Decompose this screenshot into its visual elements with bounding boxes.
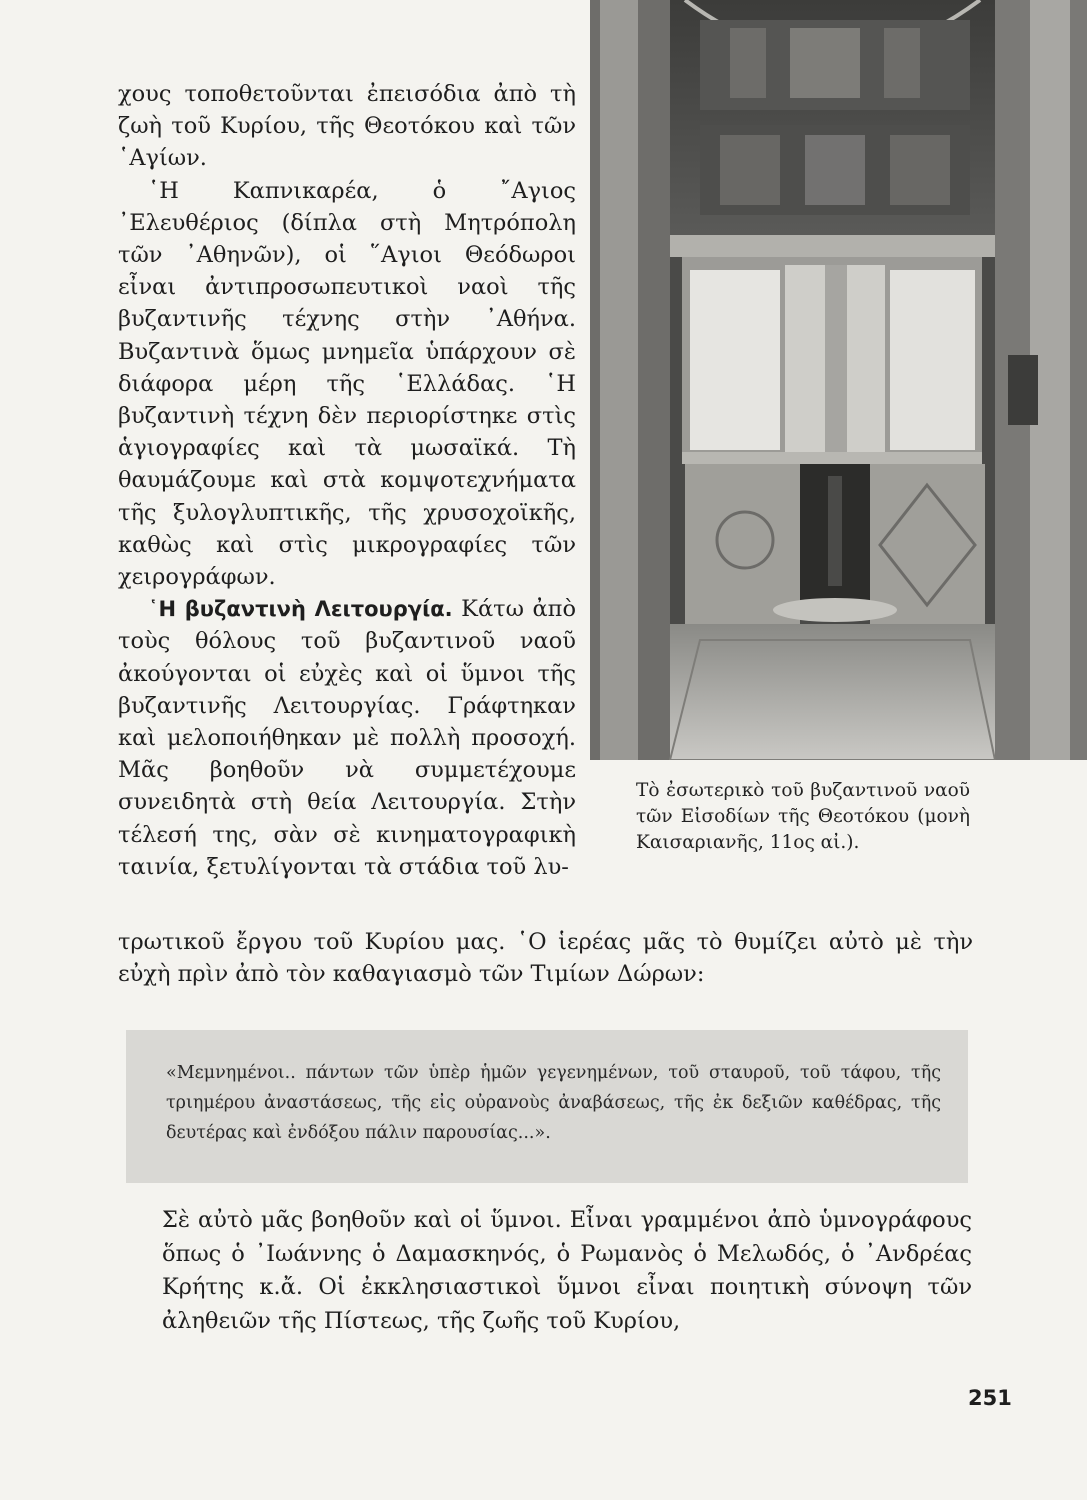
text-column [118, 78, 576, 883]
liturgy-text: Κάτω ἀπὸ τοὺς θόλους τοῦ βυζαντινοῦ ναοῦ ἀκούγονται οἱ εὐχὲς καὶ οἱ ὕμνοι τῆς βυζαντινῆς Λειτουργίας. Γράφτηκαν καὶ μελοποιήθηκαν μὲ πολλὴ προσοχή. Μᾶς βοηθοῦν νὰ συμμετέχουμε συνειδητὰ στὴ θεία Λειτουργία. Στὴν τέλεσή της, σὰν σὲ κινηματογραφικὴ ταινία, ξετυλίγονται τὰ στάδια τοῦ λυ- [118, 596, 576, 880]
paragraph-1: χους τοποθετοῦνται ἐπεισόδια ἀπὸ τὴ ζωὴ τοῦ Κυρίου, τῆς Θεοτόκου καὶ τῶν ῾Αγίων. [118, 81, 576, 172]
paragraph-2: ῾Η Καπνικαρέα, ὁ ῎Αγιος ᾿Ελευθέριος (δίπλα στὴ Μητρόπολη τῶν ᾿Αθηνῶν), οἱ ῞Αγιοι Θεόδωροι εἶναι ἀντιπροσωπευτικοὶ ναοὶ τῆς βυζαντινῆς τέχνης στὴν ᾿Αθήνα. Βυζαντινὰ ὅμως μνημεῖα ὑπάρχουν σὲ διάφορα μέρη τῆς ῾Ελλάδας. ῾Η βυζαντινὴ τέχνη δὲν περιορίστηκε στὶς ἁγιογραφίες καὶ τὰ μωσαϊκά. Τὴ θαυμάζουμε καὶ στὰ κομψοτεχνήματα τῆς ξυλογλυπτικῆς, τῆς χρυσοχοϊκῆς, καθὼς καὶ στὶς μικρογραφίες τῶν χειρογράφων. [118, 177, 576, 591]
page-number: 251 [968, 1386, 1012, 1410]
continuation-paragraph [118, 926, 973, 990]
liturgy-heading: ῾Η βυζαντινὴ Λειτουργία. [148, 597, 453, 622]
church-interior-photo [590, 0, 1087, 760]
continuation-text: τρωτικοῦ ἔργου τοῦ Κυρίου μας. ῾Ο ἱερέας μᾶς τὸ θυμίζει αὐτὸ μὲ τὴν εὐχὴ πρὶν ἀπὸ τὸν καθαγιασμὸ τῶν Τιμίων Δώρων: [118, 929, 973, 988]
church-interior-illustration [590, 0, 1087, 760]
hymns-text: Σὲ αὐτὸ μᾶς βοηθοῦν καὶ οἱ ὕμνοι. Εἶναι γραμμένοι ἀπὸ ὑμνογράφους ὅπως ὁ ᾿Ιωάννης ὁ Δαμασκηνός, ὁ Ρωμανὸς ὁ Μελωδός, ὁ ᾿Ανδρέας Κρήτης κ.ἄ. Οἱ ἐκκλησιαστικοὶ ὕμνοι εἶναι ποιητικὴ σύνοψη τῶν ἀληθειῶν τῆς Πίστεως, τῆς ζωῆς τοῦ Κυρίου, [162, 1207, 972, 1334]
liturgy-quote: «Μεμνημένοι.. πάντων τῶν ὑπὲρ ἡμῶν γεγενημένων, τοῦ σταυροῦ, τοῦ τάφου, τῆς τριημέρου ἀναστάσεως, τῆς εἰς οὐρανοὺς ἀναβάσεως, τῆς ἐκ δεξιῶν καθέδρας, τῆς δευτέρας καὶ ἐνδόξου πάλιν παρουσίας...». [166, 1063, 941, 1143]
paragraph-3 [118, 593, 576, 883]
photo-caption: Τὸ ἐσωτερικὸ τοῦ βυζαντινοῦ ναοῦ τῶν Εἰσοδίων τῆς Θεοτόκου (μονὴ Καισαριανῆς, 11ος αἰ.). [636, 780, 970, 853]
hymns-paragraph [162, 1204, 972, 1338]
